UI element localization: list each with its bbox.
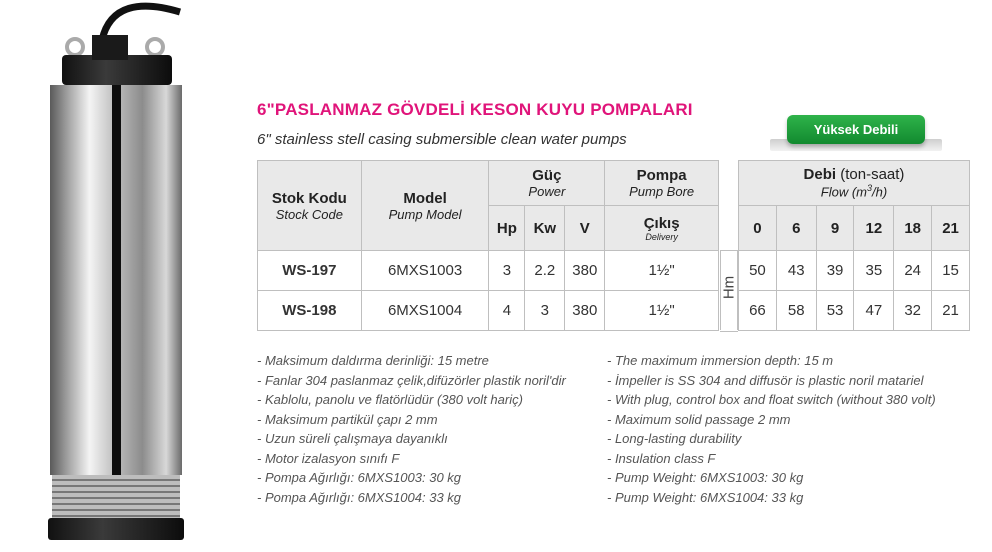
hp-cell: 3 xyxy=(489,251,525,291)
kw-cell: 3 xyxy=(525,291,565,331)
high-flow-badge: Yüksek Debili xyxy=(787,115,925,144)
flow-col-header: 9 xyxy=(816,206,854,251)
head-cell: 43 xyxy=(776,251,816,291)
list-item: - Kablolu, panolu ve flatörlüdür (380 volt hariç) xyxy=(257,392,523,407)
head-cell: 21 xyxy=(932,291,970,331)
outlet-cell: 1½" xyxy=(605,251,719,291)
list-item: - Maksimum daldırma derinliği: 15 metre xyxy=(257,353,489,368)
outlet-header: Çıkış Delivery xyxy=(605,206,719,251)
list-item: - Pump Weight: 6MXS1004: 33 kg xyxy=(607,489,804,505)
features-list-tr xyxy=(257,351,566,507)
model-cell: 6MXS1003 xyxy=(361,251,489,291)
list-item: - Pump Weight: 6MXS1003: 30 kg xyxy=(607,470,804,485)
flow-col-header: 6 xyxy=(776,206,816,251)
page-title: 6"PASLANMAZ GÖVDELİ KESON KUYU POMPALARI xyxy=(257,100,693,119)
head-label: Hm xyxy=(720,275,738,300)
kw-header: Kw xyxy=(525,206,565,251)
table-row xyxy=(258,251,719,291)
spec-table xyxy=(257,160,719,331)
stock-code-cell: WS-198 xyxy=(258,291,362,331)
v-cell: 380 xyxy=(565,291,605,331)
hp-header: Hp xyxy=(489,206,525,251)
list-item: - İmpeller is SS 304 and diffusör is plastic noril matariel xyxy=(607,372,924,388)
model-cell: 6MXS1004 xyxy=(361,291,489,331)
features-list-en xyxy=(607,351,936,507)
list-item: - The maximum immersion depth: 15 m xyxy=(607,353,834,368)
head-cell: 35 xyxy=(854,251,894,291)
head-cell: 32 xyxy=(894,291,932,331)
head-label-box xyxy=(720,250,738,332)
head-cell: 50 xyxy=(739,251,777,291)
flow-col-header: 12 xyxy=(854,206,894,251)
list-item: - Long-lasting durability xyxy=(607,431,742,446)
head-cell: 24 xyxy=(894,251,932,291)
list-item: - Maximum solid passage 2 mm xyxy=(607,411,791,427)
page-subtitle: 6" stainless stell casing submersible clean water pumps xyxy=(257,131,627,148)
list-item: - Insulation class F xyxy=(607,450,716,466)
list-item: - Motor izalasyon sınıfı F xyxy=(257,450,400,466)
list-item: - Maksimum partikül çapı 2 mm xyxy=(257,411,438,427)
head-cell: 39 xyxy=(816,251,854,291)
kw-cell: 2.2 xyxy=(525,251,565,291)
list-item: - Uzun süreli çalışmaya dayanıklı xyxy=(257,431,448,446)
v-cell: 380 xyxy=(565,251,605,291)
flow-table xyxy=(738,160,970,331)
v-header: V xyxy=(565,206,605,251)
list-item: - With plug, control box and float switch (without 380 volt) xyxy=(607,392,936,407)
model-header: Model Pump Model xyxy=(361,161,489,251)
head-cell: 15 xyxy=(932,251,970,291)
flow-col-header: 21 xyxy=(932,206,970,251)
flow-header: Debi (ton-saat) Flow $(m^3/h)$ xyxy=(739,161,970,206)
head-cell: 58 xyxy=(776,291,816,331)
list-item: - Pompa Ağırlığı: 6MXS1003: 30 kg xyxy=(257,470,462,485)
stock-code-cell: WS-197 xyxy=(258,251,362,291)
power-header: Güç Power xyxy=(489,161,605,206)
pump-header: Pompa Pump Bore xyxy=(605,161,719,206)
list-item: - Pompa Ağırlığı: 6MXS1004: 33 kg xyxy=(257,489,462,505)
hp-cell: 4 xyxy=(489,291,525,331)
outlet-cell: 1½" xyxy=(605,291,719,331)
flow-col-header: 0 xyxy=(739,206,777,251)
stock-code-header: Stok Kodu Stock Code xyxy=(258,161,362,251)
flow-col-header: 18 xyxy=(894,206,932,251)
head-cell: 53 xyxy=(816,291,854,331)
head-cell: 47 xyxy=(854,291,894,331)
list-item: - Fanlar 304 paslanmaz çelik,difüzörler plastik noril'dir xyxy=(257,372,566,388)
head-cell: 66 xyxy=(739,291,777,331)
table-row xyxy=(739,291,970,331)
pump-image xyxy=(30,0,230,552)
table-row xyxy=(258,291,719,331)
table-row xyxy=(739,251,970,291)
